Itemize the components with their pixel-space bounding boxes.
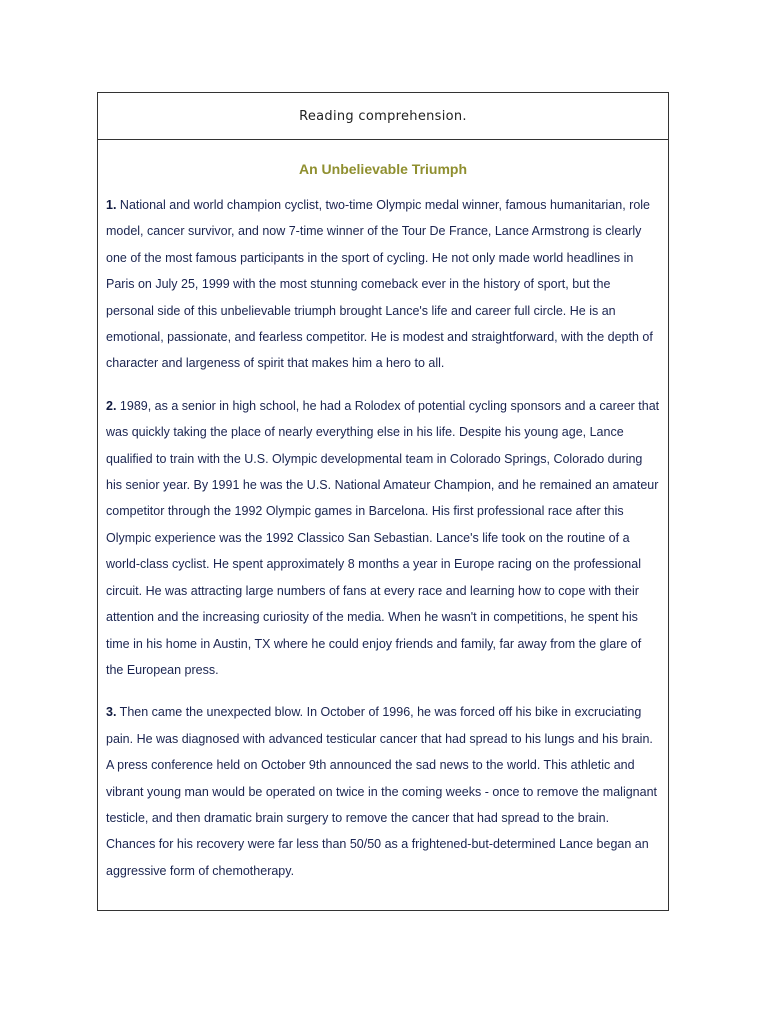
paragraph-text: Then came the unexpected blow. In October of 1996, he was forced off his bike in excruciating pain. He was diagnosed with advanced testicular cancer that had spread to his lungs and his brain. A press conference held on October 9th announced the sad news to the world. This athletic and vibrant young man would be operated on twice in the coming weeks - once to remove the malignant testicle, and then dramatic brain surgery to remove the cancer that had spread to the brain. Chances for his recovery were far less than 50/50 as a frightened-but-determined Lance began an aggressive form of chemotherapy.: [106, 705, 658, 878]
worksheet-header: [98, 93, 668, 140]
story-title: An Unbelievable Triumph: [298, 161, 468, 177]
paragraph-text: National and world champion cyclist, two-time Olympic medal winner, famous humanitarian, role model, cancer survivor, and now 7-time winner of the Tour De France, Lance Armstrong is clearly one of the most famous participants in the sport of cycling. He not only made world headlines in Paris on July 25, 1999 with the most stunning comeback ever in the history of sport, but the personal side of this unbelievable triumph brought Lance's life and career full circle. He is an emotional, passionate, and fearless competitor. He is modest and straightforward, with the depth of character and largeness of spirit that makes him a hero to all.: [106, 198, 653, 371]
paragraph-number: 2.: [106, 398, 117, 413]
paragraph-2: [106, 393, 660, 683]
worksheet-title: Reading comprehension.: [299, 108, 467, 124]
worksheet-body: [98, 140, 668, 884]
paragraph-3: [106, 699, 660, 884]
paragraph-text: 1989, as a senior in high school, he had a Rolodex of potential cycling sponsors and a career that was quickly taking the place of nearly everything else in his life. Despite his young age, Lance qualified to train with the U.S. Olympic developmental team in Colorado Springs, Colorado during his senior year. By 1991 he was the U.S. National Amateur Champion, and he remained an amateur competitor through the 1992 Olympic games in Barcelona. His first professional race after this Olympic experience was the 1992 Classico San Sebastian. Lance's life took on the routine of a world-class cyclist. He spent approximately 8 months a year in Europe racing on the professional circuit. He was attracting large numbers of fans at every race and learning how to cope with their attention and the increasing curiosity of the media. When he wasn't in competitions, he spent his time in his home in Austin, TX where he could enjoy friends and family, far away from the glare of the European press.: [106, 398, 660, 677]
paragraph-number: 1.: [106, 198, 117, 212]
paragraph-number: 3.: [106, 705, 117, 720]
worksheet-frame: [97, 92, 669, 911]
paragraph-1: [106, 192, 660, 377]
